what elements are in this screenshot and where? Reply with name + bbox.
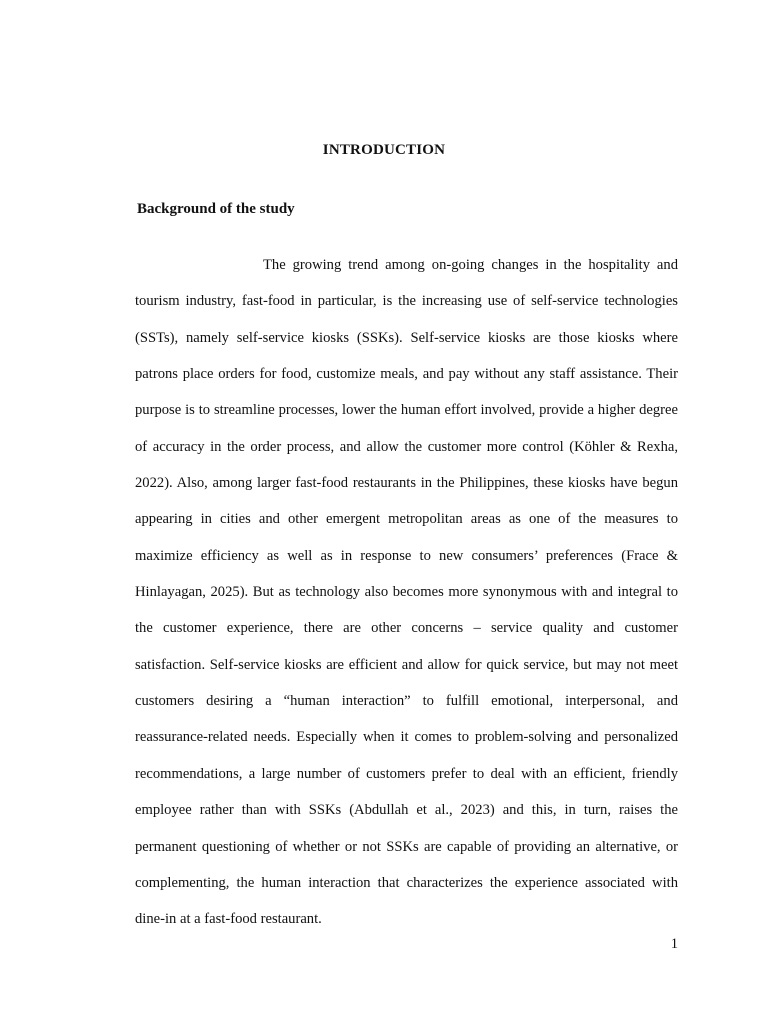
section-heading: INTRODUCTION bbox=[322, 142, 446, 158]
subsection-heading: Background of the study bbox=[137, 201, 295, 217]
body-paragraph: The growing trend among on-going changes in the hospitality and tourism industry, fast-food in particular, is the increasing use of self-service technologies (SSTs), namely self-service kiosks (SSKs). Self-service kiosks are those kiosks where patrons place orders for food, customize meals, and pay without any staff assistance. Their purpose is to streamline processes, lower the human effort involved, provide a higher degree of accuracy in the order process, and allow the customer more control (Köhler & Rexha, 2022). Also, among larger fast-food restaurants in the Philippines, these kiosks have begun appearing in cities and other emergent metropolitan areas as one of the measures to maximize efficiency as well as in response to new consumers’ preferences (Frace & Hinlayagan, 2025). But as technology also becomes more synonymous with and integral to the customer experience, there are other concerns – service quality and customer satisfaction. Self-service kiosks are efficient and allow for quick service, but may not meet customers desiring a “human interaction” to fulfill emotional, interpersonal, and reassurance-related needs. Especially when it comes to problem-solving and personalized recommendations, a large number of customers prefer to deal with an efficient, friendly employee rather than with SSKs (Abdullah et al., 2023) and this, in turn, raises the permanent questioning of whether or not SSKs are capable of providing an alternative, or complementing, the human interaction that characterizes the experience associated with dine-in at a fast-food restaurant. bbox=[135, 257, 678, 928]
page-number: 1 bbox=[670, 936, 678, 952]
